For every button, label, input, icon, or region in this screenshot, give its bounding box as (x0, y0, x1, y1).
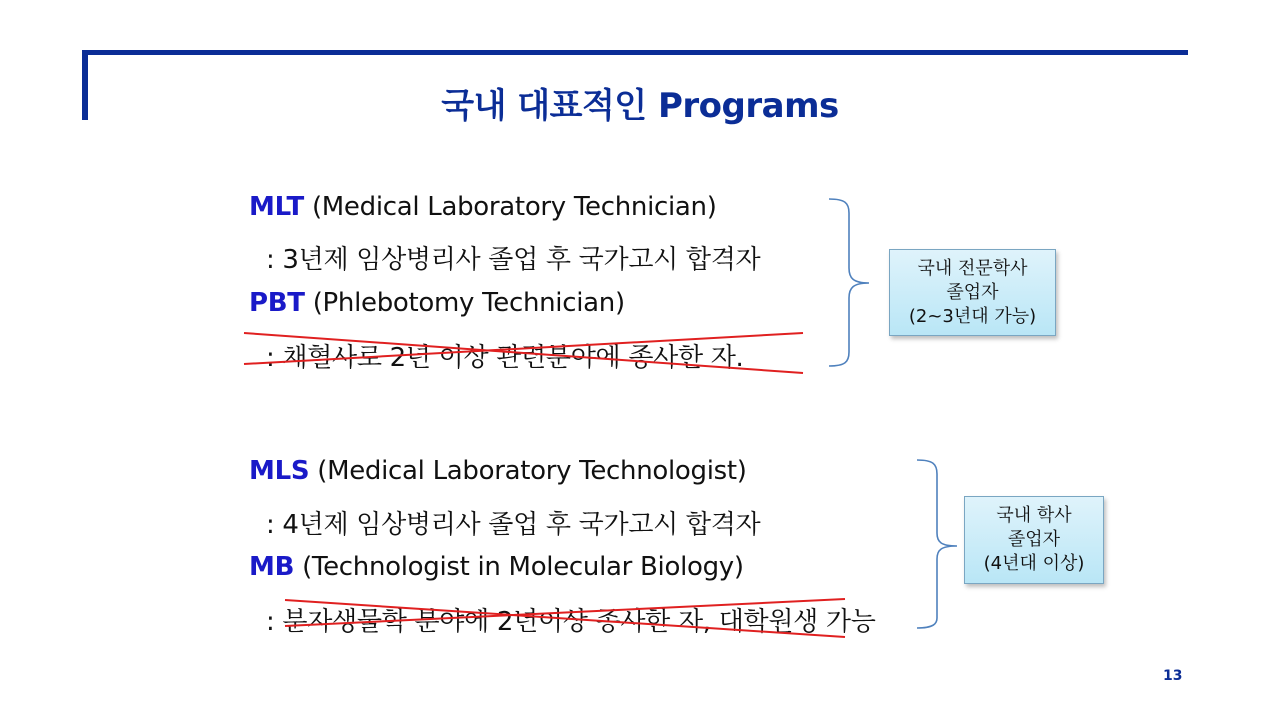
program-name: (Phlebotomy Technician) (312, 288, 625, 318)
badge-line: 국내 학사 (996, 505, 1072, 526)
badge-line: (4년대 이상) (983, 553, 1085, 574)
brace-group2 (917, 460, 957, 628)
program-abbr: PBT (249, 288, 305, 318)
program-mb-desc: : 분자생물학 분야에 2년이상 종사한 자, 대학원생 가능 (266, 607, 876, 637)
program-mlt-desc: : 3년제 임상병리사 졸업 후 국가고시 합격자 (266, 245, 761, 275)
badge-line: 국내 전문학사 (917, 257, 1028, 279)
badge-line: (2~3년대 가능) (908, 305, 1037, 327)
program-abbr: MLS (249, 456, 310, 486)
strike-line-pbt-2 (244, 333, 803, 364)
strike-line-pbt-1 (244, 333, 803, 373)
strike-line-mb-2 (285, 600, 845, 637)
program-mls-desc: : 4년제 임상병리사 졸업 후 국가고시 합격자 (266, 510, 761, 540)
program-abbr: MB (249, 552, 295, 582)
program-abbr: MLT (249, 192, 304, 222)
program-pbt-desc: : 채혈사로 2년 이상 관련분야에 종사한 자. (266, 343, 744, 373)
program-name: (Medical Laboratory Technician) (311, 192, 717, 222)
program-name: (Medical Laboratory Technologist) (317, 456, 747, 486)
badge-line: 졸업자 (946, 281, 999, 303)
badge-line: 졸업자 (1007, 529, 1061, 550)
page-number: 13 (1163, 668, 1183, 684)
slide-title: 국내 대표적인 Programs (441, 86, 839, 126)
strike-line-mb-1 (285, 599, 845, 626)
program-name: (Technologist in Molecular Biology) (302, 552, 744, 582)
brace-group1 (829, 199, 869, 366)
